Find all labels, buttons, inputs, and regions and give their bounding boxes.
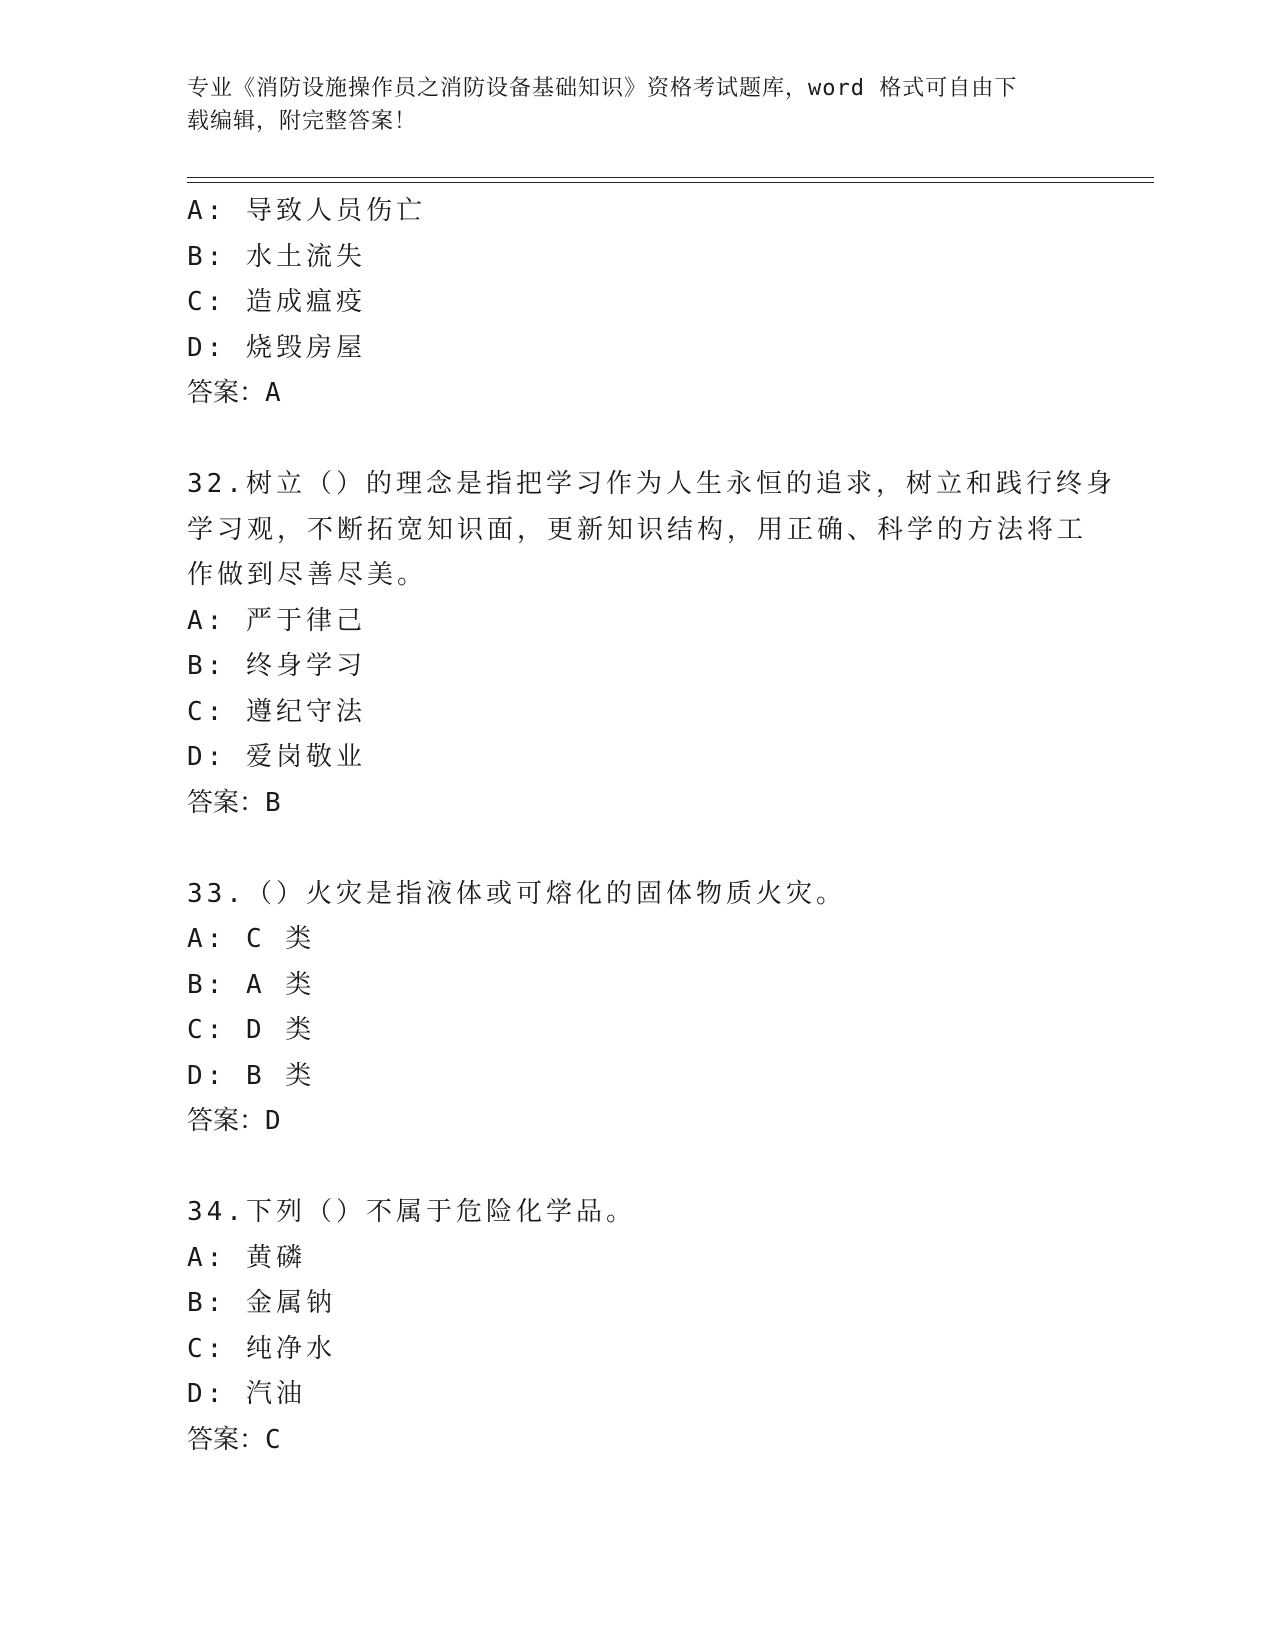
option-c: C: 纯净水 xyxy=(187,1333,336,1364)
option-c: C: D 类 xyxy=(187,1015,316,1045)
question-list xyxy=(187,189,1116,1463)
document-header xyxy=(187,72,1067,138)
option-b: B: 水土流失 xyxy=(187,241,366,272)
answer-value: C xyxy=(265,1424,281,1455)
answer-label: 答案： xyxy=(187,1106,266,1136)
question-stem-line: 32.树立（）的理念是指把学习作为人生永恒的追求，树立和践行终身 xyxy=(187,469,1116,499)
answer-value: A xyxy=(265,378,281,408)
answer-value: D xyxy=(265,1106,281,1136)
header-divider-bottom xyxy=(187,182,1154,183)
option-d: D: 汽油 xyxy=(187,1379,306,1409)
option-a: A: 黄磷 xyxy=(187,1242,306,1273)
option-a: A: 严于律己 xyxy=(187,605,366,636)
question-32 xyxy=(187,462,1116,826)
header-line-1: 专业《消防设施操作员之消防设备基础知识》资格考试题库，word 格式可自由下 xyxy=(187,76,1018,101)
answer-label: 答案： xyxy=(187,378,266,408)
header-line-2: 载编辑，附完整答案！ xyxy=(187,109,418,134)
option-d: D: 爱岗敬业 xyxy=(187,742,366,772)
option-d: D: B 类 xyxy=(187,1060,316,1091)
option-c: C: 造成瘟疫 xyxy=(187,287,366,317)
question-31-continued xyxy=(187,189,1087,417)
answer-value: B xyxy=(265,787,281,818)
option-a: A: C 类 xyxy=(187,924,316,954)
question-stem-line: 33.（）火灾是指液体或可熔化的固体物质火灾。 xyxy=(187,878,846,909)
answer-label: 答案： xyxy=(187,1424,266,1455)
answer-line xyxy=(187,1418,1087,1464)
question-stem-line: 34.下列（）不属于危险化学品。 xyxy=(187,1197,636,1227)
option-a: A: 导致人员伤亡 xyxy=(187,196,426,226)
option-c: C: 遵纪守法 xyxy=(187,696,366,727)
option-d: D: 烧毁房屋 xyxy=(187,332,366,363)
question-34 xyxy=(187,1190,1087,1463)
spacer xyxy=(187,1145,1087,1191)
question-33 xyxy=(187,872,1087,1145)
option-b: B: 终身学习 xyxy=(187,651,366,681)
question-stem-line: 学习观，不断拓宽知识面，更新知识结构，用正确、科学的方法将工 xyxy=(187,514,1088,545)
question-stem-line: 作做到尽善尽美。 xyxy=(187,560,428,590)
option-b: B: 金属钠 xyxy=(187,1288,336,1318)
answer-label: 答案： xyxy=(187,787,266,818)
spacer xyxy=(187,417,1087,463)
spacer xyxy=(187,826,1087,872)
header-divider-top xyxy=(187,177,1154,178)
option-b: B: A 类 xyxy=(187,969,316,1000)
answer-line xyxy=(187,781,1087,827)
answer-line xyxy=(187,371,1087,417)
answer-line xyxy=(187,1099,1087,1145)
